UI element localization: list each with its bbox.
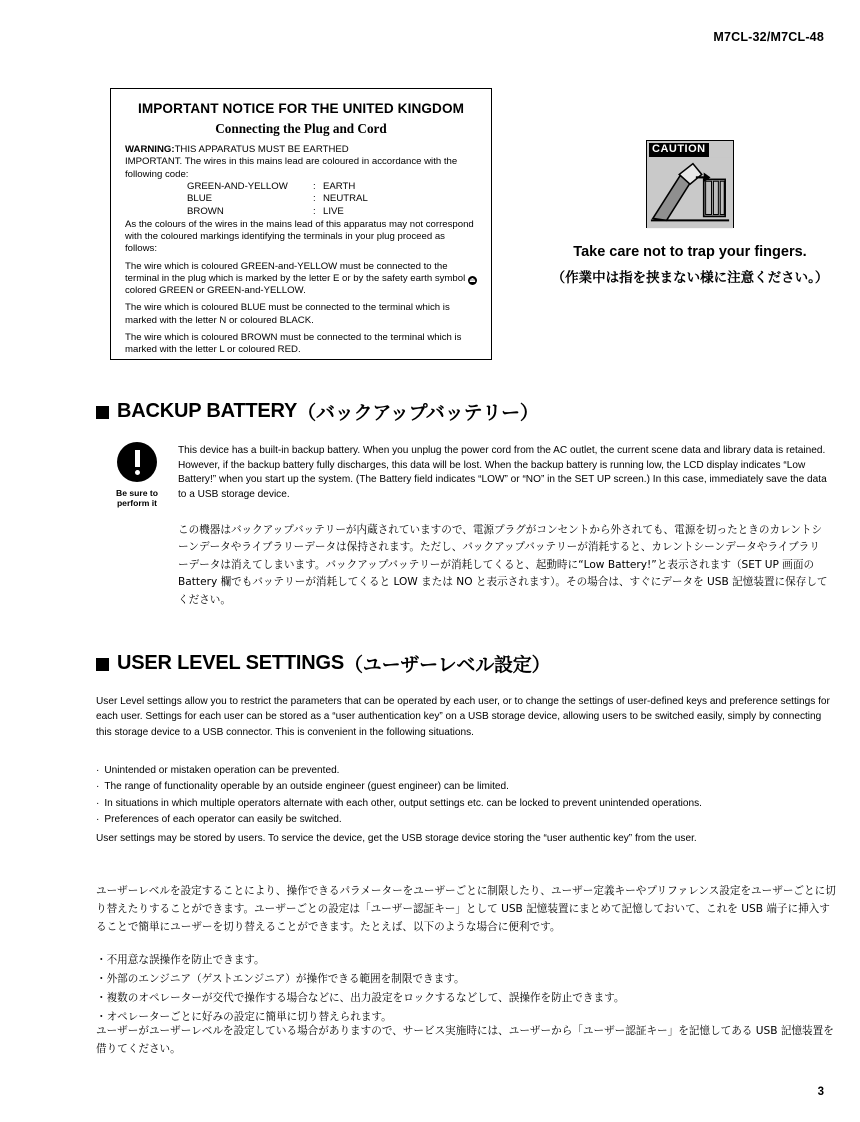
list-item: · In situations in which multiple operators alternate with each other, output settings etc. can be locked to prevent unintended operations.: [96, 796, 832, 812]
wire-name: BLUE: [187, 193, 213, 205]
uk-paragraph-2a: The wire which is coloured GREEN-and-YELLOW must be connected to the terminal in the plug which is marked by the letter E or by the safety earth symbol: [125, 260, 466, 284]
list-item: ・オペレーターごとに好みの設定に簡単に切り替えられます。: [96, 1010, 392, 1023]
list-item: · Preferences of each operator can easily be switched.: [96, 812, 832, 828]
pinched-fingers-icon: [647, 157, 733, 229]
caution-text-jp: （作業中は指を挟まない様に注意ください。）: [551, 270, 829, 286]
uk-important-text: IMPORTANT. The wires in this mains lead are coloured in accordance with the following code:: [125, 156, 458, 180]
attention-caption-line2: perform it: [116, 498, 158, 509]
caution-badge: CAUTION: [649, 143, 709, 157]
section-heading-backup-battery: [96, 398, 539, 425]
caution-text-en: Take care not to trap your fingers.: [573, 244, 807, 260]
section-bullet-icon: [96, 658, 109, 671]
backup-battery-body-jp: この機器はバックアップバッテリーが内蔵されていますので、電源プラグがコンセントから外されても、電源を切ったときのカレントシーンデータやライブラリーデータは保持されます。ただし、バックアップバッテリーが消耗すると、カレントシーンデータやライブラリーデータは消えてしまいます。バックアップバッテリーが消耗してくると、起動時に“Low Battery!”と表示されます（SET UP 画面の Battery 欄でもバッテリーが消耗してくると LOW または NO と表示されます）。その場合は、すぐにデータを USB 記憶装置に保存してください。: [178, 524, 828, 606]
section-heading-user-level: [96, 650, 550, 677]
uk-paragraph-2b: colored GREEN or GREEN-and-YELLOW.: [125, 285, 306, 297]
user-level-closing-en: User settings may be stored by users. To service the device, get the USB storage device storing the “user authentic key” from the user.: [96, 833, 697, 844]
section-heading-en: BACKUP BATTERY: [117, 400, 298, 422]
list-item-text: 不用意な誤操作を防止できます。: [106, 954, 265, 966]
wire-sep: :: [313, 193, 316, 205]
list-item-text: 複数のオペレーターが交代で操作する場合などに、出力設定をロックするなどして、誤操作を防止できます。: [106, 991, 625, 1004]
list-item: ・外部のエンジニア（ゲストエンジニア）が操作できる範囲を制限できます。: [96, 972, 465, 985]
user-level-intro-en: User Level settings allow you to restrict the parameters that can be operated by each user, or to change the settings of user-defined keys and preference settings for each user. Settings for each user can be stored as a “user authentication key” on a USB storage device, allowing users to be switched easily, simply by connecting this storage device to a USB connector. This is convenient in the following situations.: [96, 696, 830, 738]
uk-notice-box: [110, 88, 492, 360]
uk-wire-code-list: [125, 181, 477, 219]
wire-value: NEUTRAL: [323, 193, 368, 205]
wire-name: BROWN: [187, 206, 224, 218]
list-item: ・複数のオペレーターが交代で操作する場合などに、出力設定をロックするなどして、誤操作を防止できます。: [96, 991, 625, 1004]
uk-paragraph-4: The wire which is coloured BROWN must be connected to the terminal which is marked with the letter L or coloured RED.: [125, 331, 462, 356]
section-heading-jp: （バックアップバッテリー）: [297, 402, 539, 424]
wire-sep: :: [313, 180, 316, 192]
caution-illustration: [646, 140, 734, 228]
section-bullet-icon: [96, 406, 109, 419]
backup-battery-body-en: This device has a built-in backup battery. When you unplug the power cord from the AC outlet, the current scene data and library data is retained. However, if the backup battery fully discharges, this data will be lost. When the backup battery is running low, the LCD display indicates “Low Battery!” when you start up the system. (The Battery field indicates “LOW” or “NO” in the SET UP screen.) In this case, immediately save the data to a USB storage device.: [178, 445, 827, 500]
attention-caption-line1: Be sure to: [115, 488, 159, 498]
user-level-intro-jp: ユーザーレベルを設定することにより、操作できるパラメーターをユーザーごとに制限したり、ユーザー定義キーやプリファレンス設定をユーザーごとに切り替えたりすることができます。ユーザーごとの設定は「ユーザー認証キー」として USB 記憶装置にまとめて記憶しておいて、これを USB 端子に挿入することで簡単にユーザーを切り替えることができます。たとえば、以下のような場合に便利です。: [96, 885, 836, 934]
attention-icon-block: [104, 442, 170, 509]
list-item: [125, 193, 477, 206]
wire-value: LIVE: [323, 206, 344, 218]
user-level-closing-jp: ユーザーがユーザーレベルを設定している場合がありますので、サービス実施時には、ユーザーから「ユーザー認証キー」を記憶してある USB 記憶装置を借りてください。: [96, 1025, 834, 1056]
uk-notice-body: [125, 144, 477, 356]
list-item: ・不用意な誤操作を防止できます。: [96, 954, 265, 966]
page-number: 3: [817, 1086, 824, 1098]
uk-notice-subtitle: Connecting the Plug and Cord: [215, 121, 387, 136]
uk-notice-title: IMPORTANT NOTICE FOR THE UNITED KINGDOM: [137, 101, 465, 116]
uk-paragraph-2: [125, 261, 477, 298]
uk-paragraph-1: As the colours of the wires in the mains lead of this apparatus may not correspond with the coloured markings identifying the terminals in your plug proceed as follows:: [125, 218, 474, 255]
list-item: · The range of functionality operable by an outside engineer (guest engineer) can be limited.: [96, 779, 832, 795]
user-level-bullets-jp: [96, 951, 836, 1026]
attention-caption: [104, 488, 170, 509]
uk-warning-label: WARNING:: [125, 144, 175, 155]
section-heading-jp: （ユーザーレベル設定）: [343, 654, 551, 676]
wire-value: EARTH: [323, 180, 356, 192]
list-item-text: オペレーターごとに好みの設定に簡単に切り替えられます。: [106, 1010, 392, 1023]
uk-warning-text: THIS APPARATUS MUST BE EARTHED: [174, 144, 349, 155]
page-header-model: M7CL-32/M7CL-48: [713, 30, 824, 44]
wire-sep: :: [313, 206, 316, 218]
uk-warning-line: [125, 144, 477, 156]
caution-block: [545, 140, 835, 286]
list-item-text: 外部のエンジニア（ゲストエンジニア）が操作できる範囲を制限できます。: [106, 972, 465, 985]
list-item: [125, 206, 477, 219]
earth-symbol-icon: ⏏: [469, 276, 476, 284]
user-level-bullets-en: [96, 763, 832, 828]
wire-name: GREEN-AND-YELLOW: [187, 180, 288, 192]
list-item: · Unintended or mistaken operation can be prevented.: [96, 763, 832, 779]
section-heading-en: USER LEVEL SETTINGS: [117, 652, 344, 674]
exclamation-icon: [117, 442, 157, 482]
uk-paragraph-3: The wire which is coloured BLUE must be connected to the terminal which is marked with the letter N or coloured BLACK.: [125, 302, 450, 326]
list-item: [125, 181, 477, 194]
